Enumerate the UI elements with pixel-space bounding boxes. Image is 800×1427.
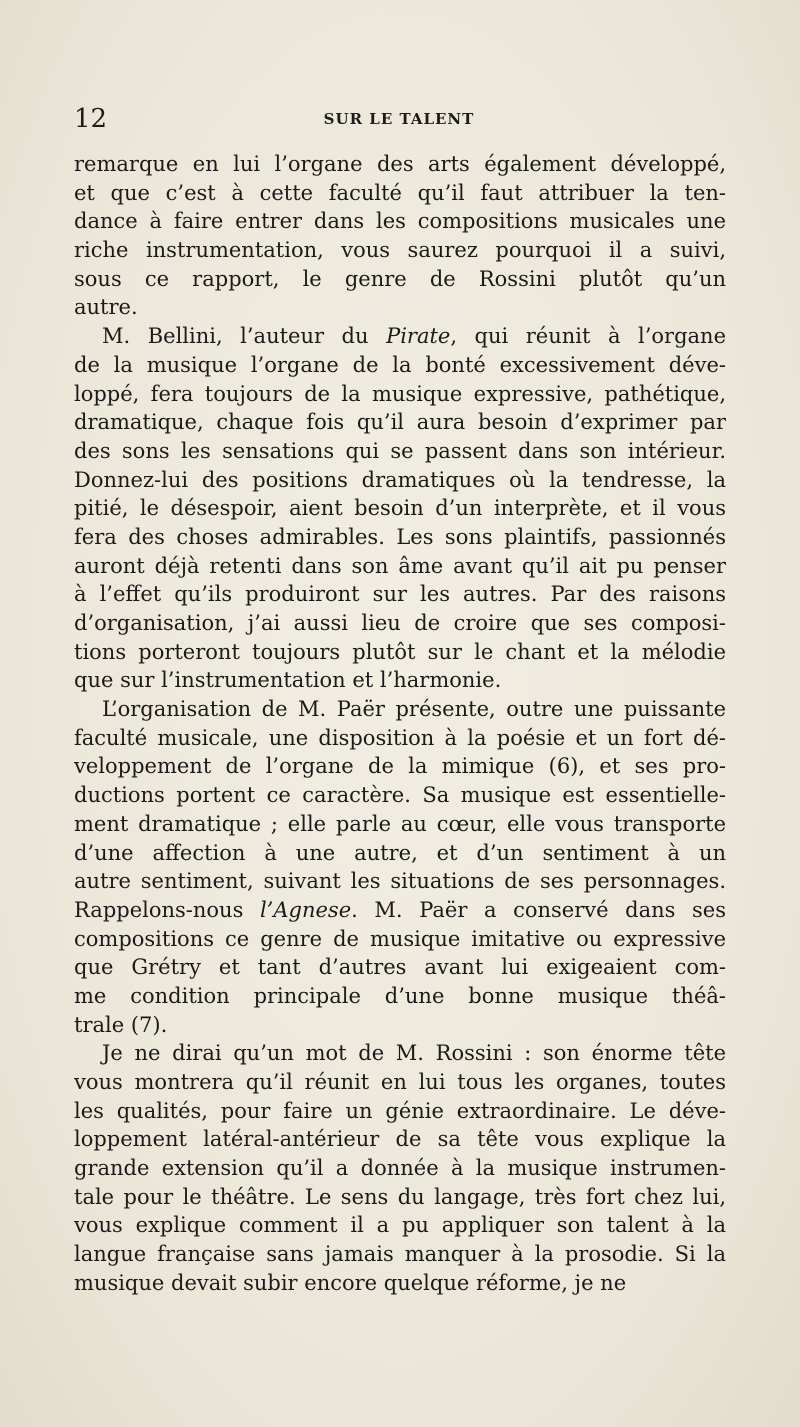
text-line [74,752,726,781]
line-text: riche instrumentation, vous saurez pourquoi il a suivi, [74,238,726,263]
line-text: sous ce rapport, le genre de Rossini plutôt qu’un [74,266,726,291]
line-text: tions porteront toujours plutôt sur le chant et la mélodie [74,639,726,664]
line-text: , qui réunit à l’organe [450,324,726,349]
text-line [74,1011,726,1040]
line-text: grande extension qu’il a donnée à la musique instrumen- [74,1156,726,1181]
line-text: dramatique, chaque fois qu’il aura besoin d’exprimer par [74,410,726,435]
text-line [74,437,726,466]
italic-title: l’Agnese [259,897,352,922]
line-text: auront déjà retenti dans son âme avant qu’il ait pu penser [74,553,726,578]
line-text: ductions portent ce caractère. Sa musique est essentielle- [74,783,726,808]
body-text [74,150,726,1298]
line-text: pitié, le désespoir, aient besoin d’un interprète, et il vous [74,496,726,521]
line-text: ment dramatique ; elle parle au cœur, elle vous transporte [74,811,726,836]
line-text: d’une affection à une autre, et d’un sentiment à un [74,840,726,865]
text-line [74,1097,726,1126]
line-text: que sur l’instrumentation et l’harmonie. [74,668,502,693]
text-line [74,925,726,954]
line-text: L’organisation de M. Paër présente, outre une puissante [102,697,726,722]
line-text: . M. Paër a conservé dans ses [351,897,726,922]
line-text: compositions ce genre de musique imitative ou expressive [74,926,726,951]
text-line [74,1183,726,1212]
text-line [74,322,726,351]
italic-title: Pirate [386,324,451,349]
text-line [74,781,726,810]
text-line [74,982,726,1011]
text-line [74,810,726,839]
text-line [74,1068,726,1097]
line-text: autre sentiment, suivant les situations de ses personnages. [74,869,726,894]
text-line [74,609,726,638]
text-line [74,351,726,380]
text-line [74,494,726,523]
line-text: trale (7). [74,1012,168,1037]
line-text: d’organisation, j’ai aussi lieu de croire que ses composi- [74,611,726,635]
text-line [74,1269,726,1298]
line-text: Donnez-lui des positions dramatiques où la tendresse, la [74,467,726,492]
line-text: et que c’est à cette faculté qu’il faut attribuer la ten- [74,180,726,205]
text-line [74,207,726,236]
line-text: loppement latéral-antérieur de sa tête vous explique la [74,1127,726,1152]
text-line [74,408,726,437]
text-line [74,552,726,581]
paragraph [74,322,726,695]
text-line [74,1125,726,1154]
line-text: les qualités, pour faire un génie extraordinaire. Le déve- [74,1098,726,1123]
text-line [74,1039,726,1068]
text-line [74,896,726,925]
paragraph [74,150,726,322]
line-text: dance à faire entrer dans les compositions musicales une [74,209,726,234]
text-line [74,638,726,667]
line-text: que Grétry et tant d’autres avant lui exigeaient com- [74,955,726,980]
line-text: loppé, fera toujours de la musique expressive, pathétique, [74,381,726,406]
paragraph [74,695,726,1039]
text-line [74,953,726,982]
line-text: musique devait subir encore quelque réforme, je ne [74,1270,627,1295]
text-line [74,466,726,495]
text-line [74,150,726,179]
text-line [74,695,726,724]
text-line [74,1211,726,1240]
line-text: Je ne dirai qu’un mot de M. Rossini : son énorme tête [102,1041,726,1066]
running-head: SUR LE TALENT [323,110,475,128]
text-line [74,265,726,294]
text-line [74,1154,726,1183]
page-header [74,104,724,134]
text-line [74,867,726,896]
line-text: vous explique comment il a pu appliquer son talent à la [74,1213,726,1238]
line-text: M. Bellini, l’auteur du [102,324,387,349]
text-line [74,523,726,552]
line-text: Rappelons-nous [74,897,260,922]
line-text: faculté musicale, une disposition à la poésie et un fort dé- [74,725,726,750]
text-line [74,839,726,868]
text-line [74,724,726,753]
line-text: des sons les sensations qui se passent dans son intérieur. [74,438,726,463]
paragraph [74,1039,726,1297]
text-line [74,179,726,208]
line-text: me condition principale d’une bonne musique théâ- [74,983,726,1008]
line-text: langue française sans jamais manquer à la prosodie. Si la [74,1242,726,1267]
text-line [74,236,726,265]
text-line [74,1240,726,1269]
line-text: veloppement de l’organe de la mimique (6), et ses pro- [74,754,726,779]
text-line [74,580,726,609]
line-text: fera des choses admirables. Les sons plaintifs, passionnés [74,524,726,549]
line-text: tale pour le théâtre. Le sens du langage, très fort chez lui, [74,1184,726,1209]
text-line [74,293,726,322]
page-number: 12 [74,104,108,134]
line-text: remarque en lui l’organe des arts également développé, [74,152,726,176]
text-line [74,666,726,695]
line-text: à l’effet qu’ils produiront sur les autres. Par des raisons [74,582,726,607]
line-text: vous montrera qu’il réunit en lui tous les organes, toutes [74,1070,726,1094]
text-line [74,380,726,409]
line-text: de la musique l’organe de la bonté excessivement déve- [74,352,726,377]
line-text: autre. [74,295,138,320]
